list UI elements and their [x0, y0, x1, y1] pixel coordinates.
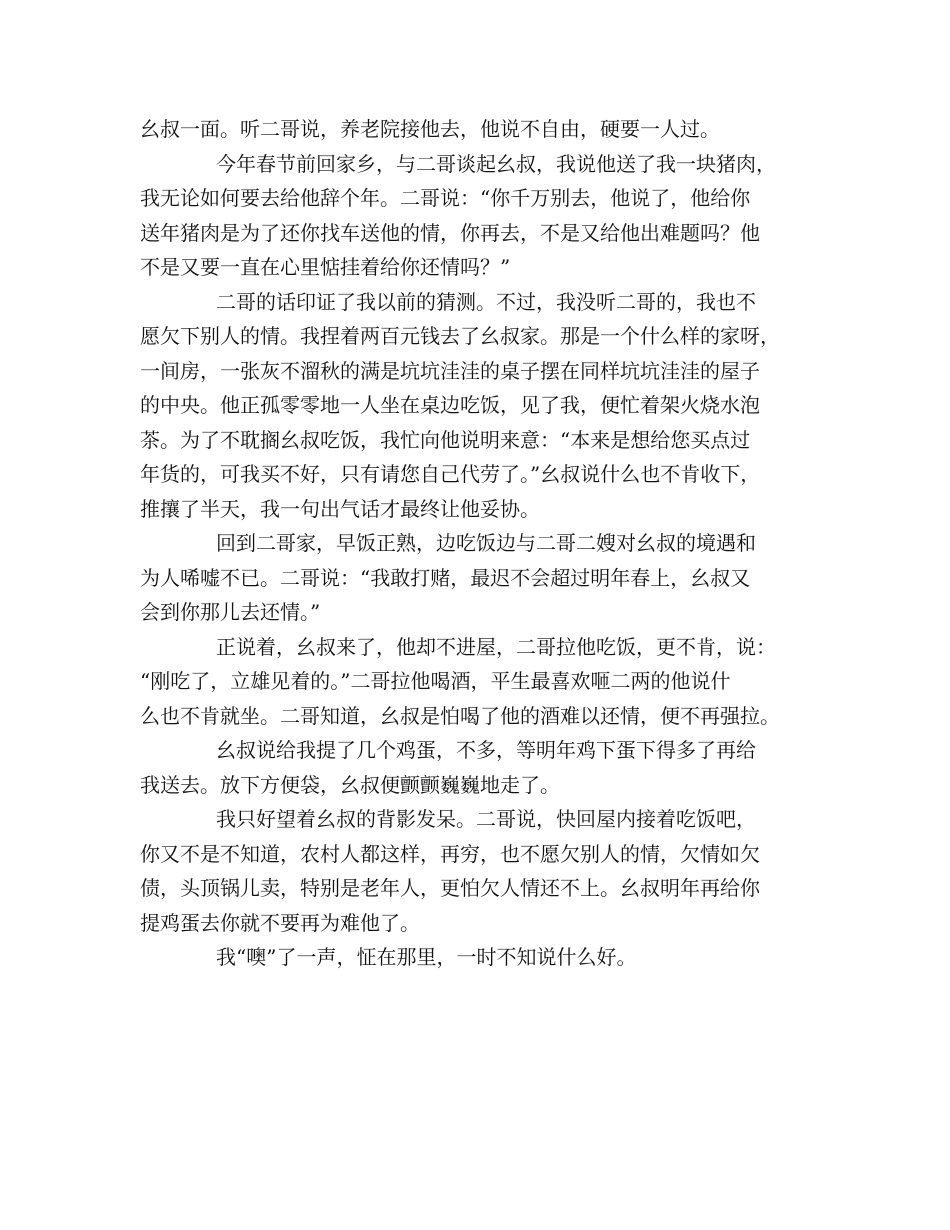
text-line: 二哥的话印证了我以前的猜测。不过，我没听二哥的，我也不	[216, 289, 756, 314]
text-line: 正说着，幺叔来了，他却不进屋，二哥拉他吃饭，更不肯，说：	[216, 634, 776, 659]
text-line: 我只好望着幺叔的背影发呆。二哥说，快回屋内接着吃饭吧，	[216, 807, 756, 831]
text-line: 一间房，一张灰不溜秋的满是坑坑洼洼的桌子摆在同样坑坑洼洼的屋子	[140, 358, 760, 383]
story-text	[140, 112, 824, 975]
text-line: 会到你那儿去还情。”	[140, 600, 321, 624]
text-line: 债，头顶锅儿卖，特别是老年人，更怕欠人情还不上。幺叔明年再给你	[140, 876, 760, 900]
text-line: 茶。为了不耽搁幺叔吃饭，我忙向他说明来意：“本来是想给您买点过	[140, 427, 751, 452]
text-line: 幺叔一面。听二哥说，养老院接他去，他说不自由，硬要一人过。	[140, 117, 720, 141]
text-line: 年货的，可我买不好，只有请您自己代劳了。”幺叔说什么也不肯收下，	[140, 462, 761, 486]
text-line: 送年猪肉是为了还你找车送他的情，你再去，不是又给他出难题吗？他	[140, 220, 760, 245]
text-line: 提鸡蛋去你就不要再为难他了。	[140, 910, 420, 935]
text-line: 愿欠下别人的情。我捏着两百元钱去了幺叔家。那是一个什么样的家呀，	[140, 324, 780, 348]
text-line: 推攘了半天，我一句出气话才最终让他妥协。	[140, 496, 540, 521]
text-line: 回到二哥家，早饭正熟，边吃饭边与二哥二嫂对幺叔的境遇和	[216, 531, 756, 555]
text-line: 今年春节前回家乡，与二哥谈起幺叔，我说他送了我一块猪肉，	[216, 151, 776, 176]
text-line: 为人唏嘘不已。二哥说：“我敢打赌，最迟不会超过明年春上，幺叔又	[140, 565, 751, 590]
text-line: 我无论如何要去给他辞个年。二哥说：“你千万别去，他说了，他给你	[140, 186, 751, 210]
text-line: 我送去。放下方便袋，幺叔便颤颤巍巍地走了。	[140, 772, 560, 797]
text-line: 我“噢”了一声，怔在那里，一时不知说什么好。	[216, 945, 637, 969]
text-line: “刚吃了，立雄见着的。”二哥拉他喝酒，平生最喜欢咂二两的他说什	[140, 669, 731, 693]
text-line: 么也不肯就坐。二哥知道，幺叔是怕喝了他的酒难以还情，便不再强拉。	[140, 703, 780, 728]
text-line: 幺叔说给我提了几个鸡蛋，不多，等明年鸡下蛋下得多了再给	[216, 738, 756, 762]
text-line: 你又不是不知道，农村人都这样，再穷，也不愿欠别人的情，欠情如欠	[140, 841, 760, 866]
text-line: 不是又要一直在心里惦挂着给你还情吗？”	[140, 255, 511, 279]
text-line: 的中央。他正孤零零地一人坐在桌边吃饭，见了我，便忙着架火烧水泡	[140, 393, 760, 417]
